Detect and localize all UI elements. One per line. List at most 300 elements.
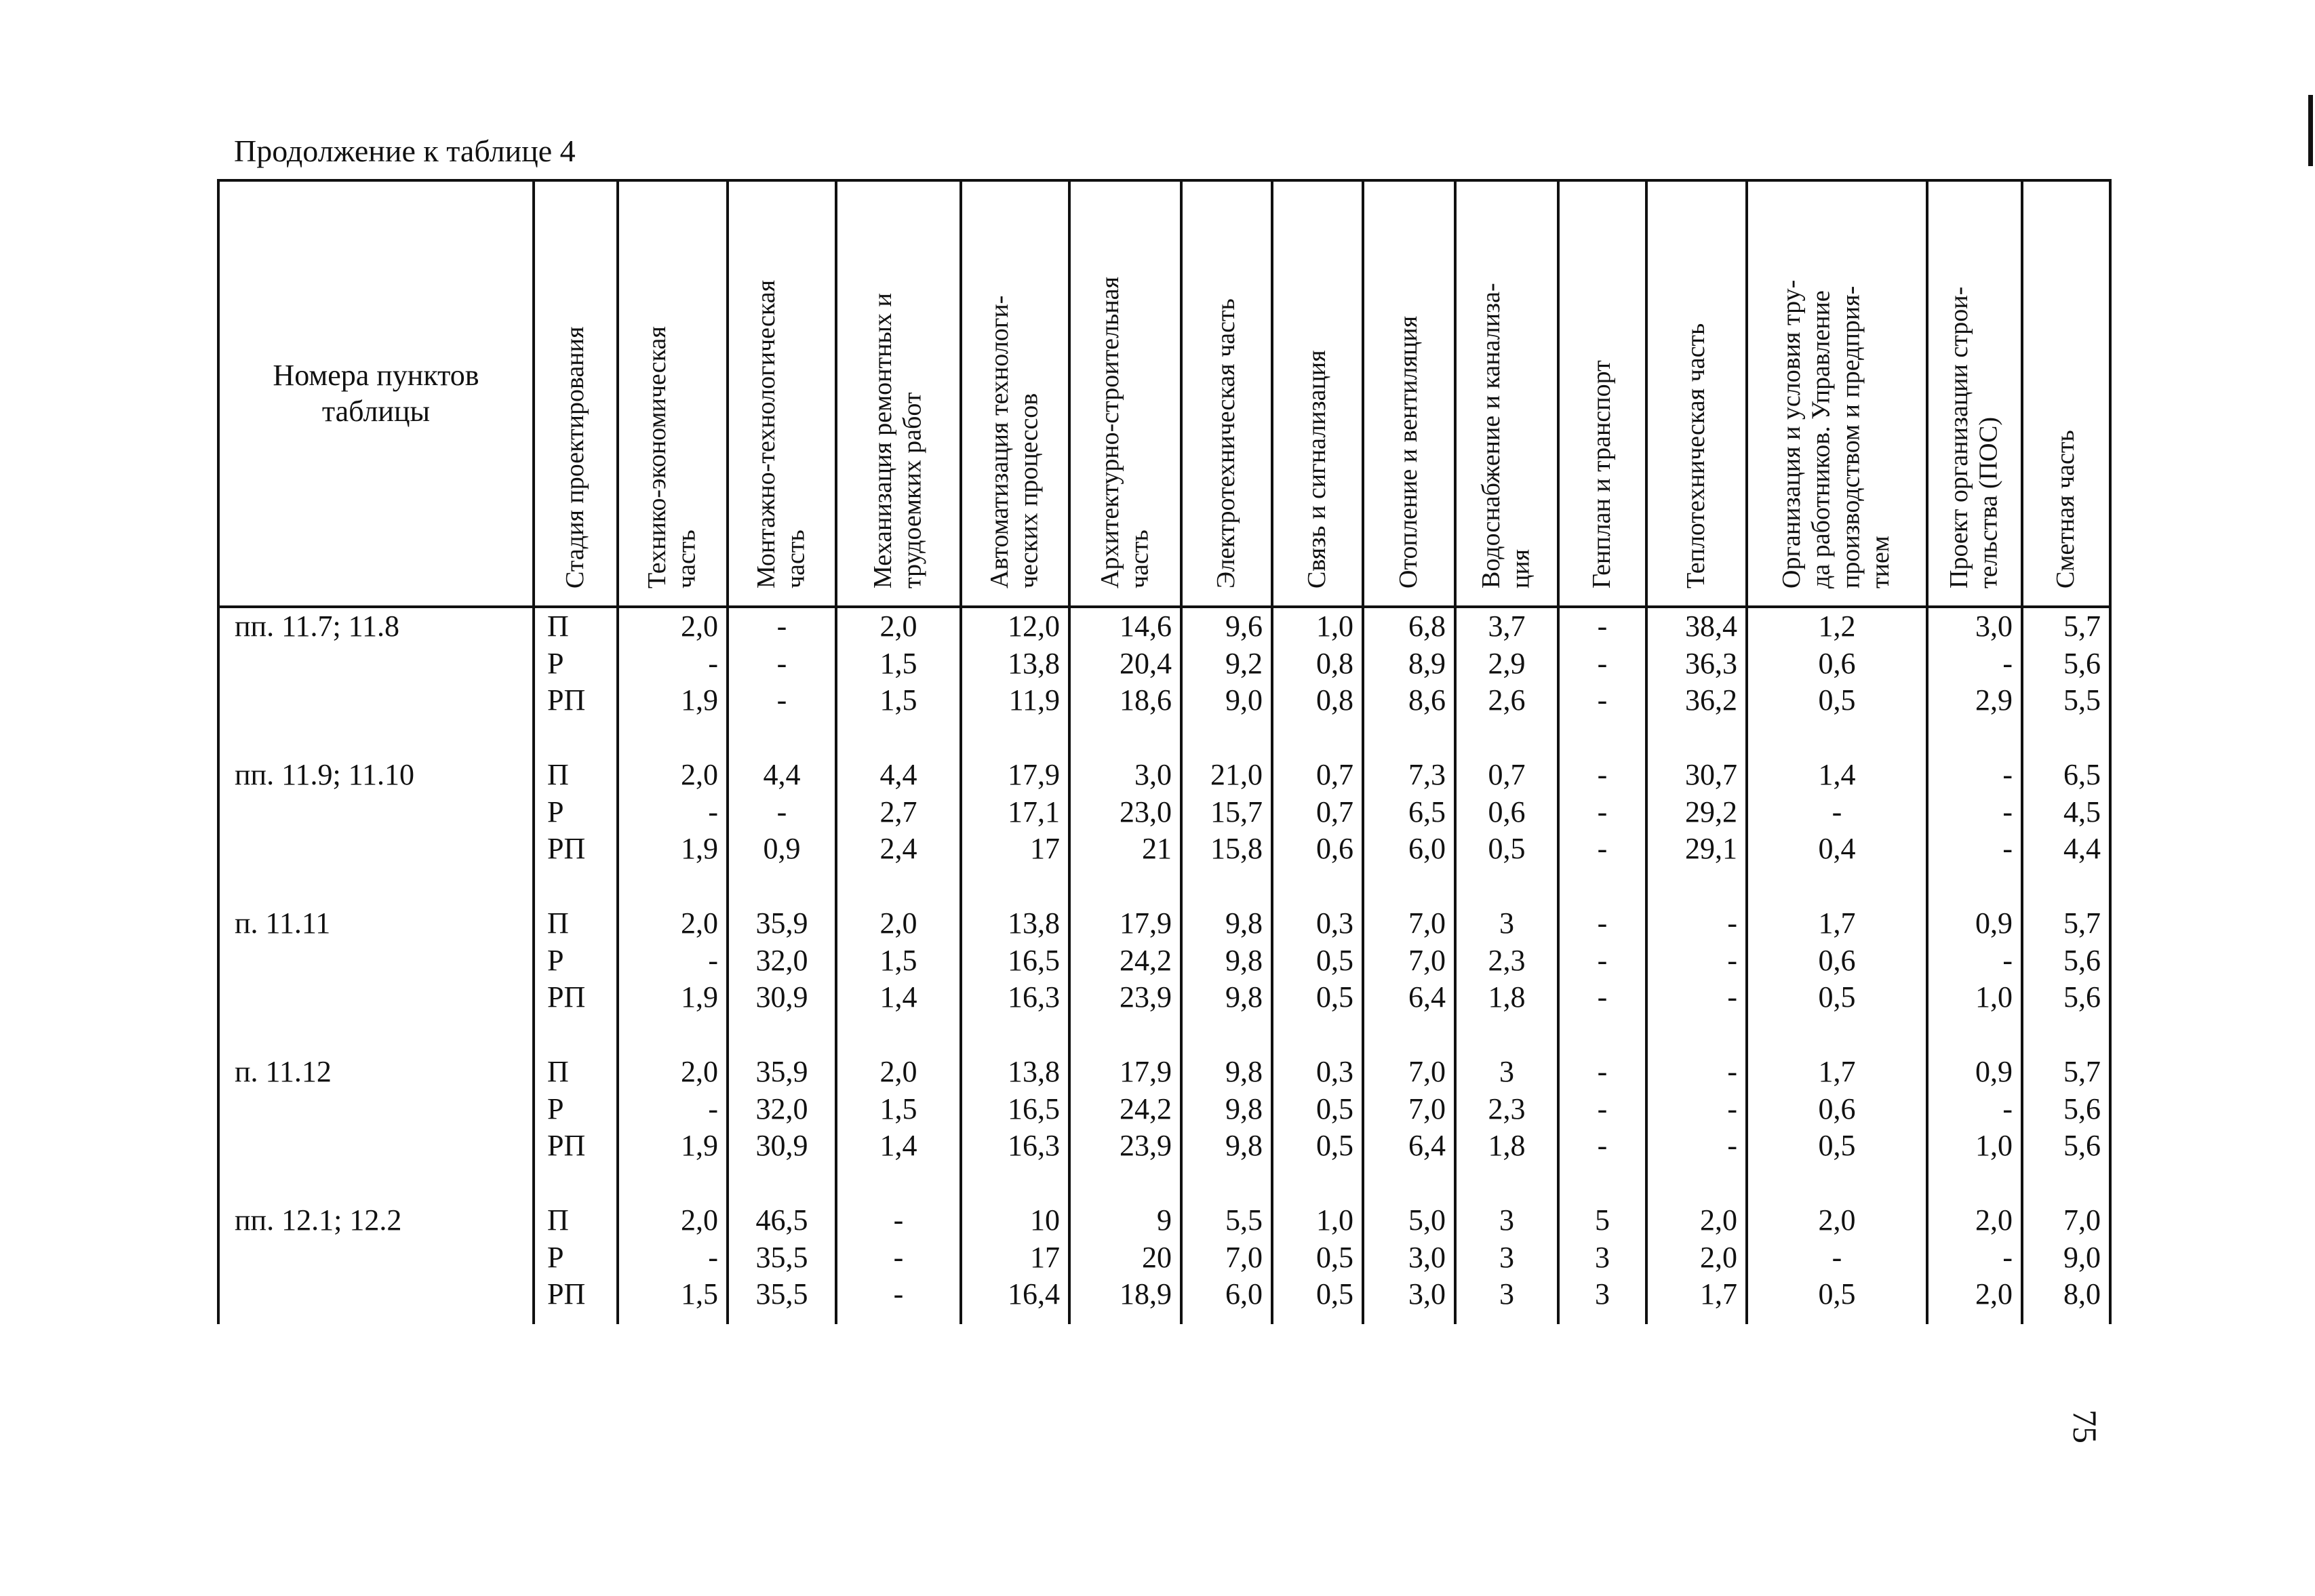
cell-value: - <box>1597 906 1608 940</box>
cell-value: 0,5 <box>1488 832 1526 865</box>
cell-pos <box>1927 905 2022 1054</box>
table-row <box>218 757 2110 905</box>
header-line: тием <box>1866 536 1895 588</box>
cell-value: 0,7 <box>1488 758 1526 791</box>
cell-teplo <box>1646 1202 1747 1324</box>
header-item <box>218 180 534 607</box>
cell-value: РП <box>547 1277 586 1311</box>
cell-value: - <box>1597 943 1608 977</box>
table-caption: Продолжение к таблице 4 <box>234 134 576 168</box>
cell-value: 4,4 <box>879 758 917 791</box>
cell-vodo <box>1455 607 1558 757</box>
cell-value: Р <box>547 646 564 680</box>
cell-value: - <box>776 795 787 829</box>
cell-value: 18,6 <box>1120 683 1172 717</box>
cell-value: 6,0 <box>1408 832 1446 865</box>
cell-value: 2,0 <box>1700 1203 1737 1237</box>
cell-automat <box>961 1054 1069 1202</box>
cell-value: 3,0 <box>1408 1277 1446 1311</box>
cell-value: 16,3 <box>1008 1129 1060 1162</box>
cell-value: 5,7 <box>2063 610 2101 643</box>
cell-montage <box>728 1054 836 1202</box>
cell-stage <box>534 757 618 905</box>
header-line: Архитектурно-строительная <box>1095 276 1124 588</box>
cell-value: 16,5 <box>1008 1092 1060 1125</box>
cell-value: РП <box>547 683 586 717</box>
header-line: Автоматизация технологи- <box>985 295 1014 588</box>
cell-value: 9,8 <box>1225 1055 1263 1088</box>
cell-value: П <box>547 758 569 791</box>
cell-value: 3,0 <box>1408 1240 1446 1274</box>
cell-value: 1,5 <box>879 1092 917 1125</box>
cell-smeta <box>2022 905 2110 1054</box>
cell-value: - <box>2002 795 2013 829</box>
cell-value: Р <box>547 1092 564 1125</box>
header-line: Теплотехническая часть <box>1682 323 1710 588</box>
cell-value: 17,9 <box>1008 758 1060 791</box>
cell-value: 0,6 <box>1818 646 1856 680</box>
cell-value: 0,6 <box>1818 1092 1856 1125</box>
cell-value: 0,5 <box>1818 980 1856 1014</box>
header-label <box>561 188 591 588</box>
cell-mechan <box>836 607 961 757</box>
cell-value: 0,8 <box>1316 683 1353 717</box>
cell-value: 1,8 <box>1488 980 1526 1014</box>
cell-value: - <box>1727 943 1737 977</box>
cell-value: П <box>547 610 569 643</box>
cell-value: 32,0 <box>755 1092 808 1125</box>
cell-value: 3 <box>1499 1055 1514 1088</box>
header-row <box>218 180 2110 607</box>
cell-pos <box>1927 1202 2022 1324</box>
cell-value: 3 <box>1499 1203 1514 1237</box>
cell-automat <box>961 757 1069 905</box>
cell-value: 13,8 <box>1008 1055 1060 1088</box>
cell-arch <box>1069 1202 1181 1324</box>
cell-value: - <box>776 683 787 717</box>
cell-value: П <box>547 1203 569 1237</box>
cell-value: 3 <box>1595 1240 1610 1274</box>
header-line: ция <box>1506 548 1535 588</box>
header-line: Технико-экономическая <box>643 326 671 588</box>
cell-value: 0,5 <box>1316 1240 1353 1274</box>
cell-value: 38,4 <box>1685 610 1737 643</box>
table-row <box>218 1054 2110 1202</box>
cell-value: - <box>1597 1129 1608 1162</box>
cell-value: 1,9 <box>681 1129 718 1162</box>
cell-value: - <box>1597 832 1608 865</box>
cell-electro <box>1181 1054 1272 1202</box>
cell-vodo <box>1455 1054 1558 1202</box>
cell-value: 5 <box>1595 1203 1610 1237</box>
header-otopl <box>1363 180 1455 607</box>
cell-value: 1,2 <box>1818 610 1856 643</box>
cell-value: 1,4 <box>1818 758 1856 791</box>
cell-value: - <box>708 795 718 829</box>
header-line: производством и предприя- <box>1836 285 1865 588</box>
cell-value: - <box>1597 646 1608 680</box>
cell-value: - <box>2002 758 2013 791</box>
cell-value: 9,0 <box>1225 683 1263 717</box>
header-line: Генплан и транспорт <box>1587 360 1616 588</box>
cell-teplo <box>1646 757 1747 905</box>
cell-value: 11,9 <box>1008 683 1060 717</box>
cell-value: 16,3 <box>1008 980 1060 1014</box>
cell-value: 0,8 <box>1316 646 1353 680</box>
cell-value: 2,9 <box>1488 646 1526 680</box>
cell-value: П <box>547 1055 569 1088</box>
cell-montage <box>728 757 836 905</box>
header-label <box>1303 188 1332 588</box>
cell-item <box>218 1054 534 1202</box>
cell-teplo <box>1646 905 1747 1054</box>
cell-value: 9,6 <box>1225 610 1263 643</box>
cell-value: 9,8 <box>1225 980 1263 1014</box>
header-line: ческих процессов <box>1014 393 1044 588</box>
cell-item <box>218 607 534 757</box>
cell-electro <box>1181 1202 1272 1324</box>
cell-value: - <box>893 1240 904 1274</box>
cell-mechan <box>836 1054 961 1202</box>
header-organiz <box>1747 180 1927 607</box>
cell-value: 0,5 <box>1316 1092 1353 1125</box>
cell-montage <box>728 905 836 1054</box>
cell-stage <box>534 1202 618 1324</box>
table-row <box>218 1202 2110 1324</box>
cell-value: 14,6 <box>1120 610 1172 643</box>
cell-electro <box>1181 905 1272 1054</box>
cell-genplan <box>1558 607 1646 757</box>
cell-value: - <box>2002 1240 2013 1274</box>
cell-value: 5,6 <box>2063 646 2101 680</box>
cell-value: 2,0 <box>1975 1203 2013 1237</box>
cell-value: 0,3 <box>1316 1055 1353 1088</box>
cell-value: 5,5 <box>2063 683 2101 717</box>
cell-value: 3 <box>1499 906 1514 940</box>
cell-value: 7,0 <box>1408 1092 1446 1125</box>
header-line: Номера пунктов <box>273 358 479 392</box>
cell-value: - <box>2002 832 2013 865</box>
cell-smeta <box>2022 1202 2110 1324</box>
cell-smeta <box>2022 757 2110 905</box>
cell-value: - <box>1597 610 1608 643</box>
cell-value: - <box>1832 1240 1842 1274</box>
cell-value: 7,0 <box>2063 1203 2101 1237</box>
cell-smeta <box>2022 607 2110 757</box>
cell-value: 2,6 <box>1488 683 1526 717</box>
table-row <box>218 905 2110 1054</box>
cell-value: - <box>893 1203 904 1237</box>
cell-otopl <box>1363 757 1455 905</box>
item-label: п. 11.11 <box>235 906 331 940</box>
cell-value: - <box>893 1277 904 1311</box>
cell-otopl <box>1363 905 1455 1054</box>
cell-stage <box>534 905 618 1054</box>
cell-value: - <box>1727 1055 1737 1088</box>
cell-value: 5,0 <box>1408 1203 1446 1237</box>
item-label: пп. 12.1; 12.2 <box>235 1203 402 1237</box>
cell-value: 0,7 <box>1316 758 1353 791</box>
cell-genplan <box>1558 1054 1646 1202</box>
header-label <box>1682 188 1711 588</box>
header-line: Монтажно-технологическая <box>752 279 780 588</box>
page-number: 75 <box>2066 1410 2104 1443</box>
header-mechan <box>836 180 961 607</box>
cell-value: - <box>1832 795 1842 829</box>
header-label <box>1777 188 1896 588</box>
header-line: Отопление и вентиляция <box>1394 315 1423 588</box>
cell-value: 15,8 <box>1210 832 1263 865</box>
cell-value: 5,5 <box>1225 1203 1263 1237</box>
cell-vodo <box>1455 905 1558 1054</box>
cell-value: 0,9 <box>1975 1055 2013 1088</box>
cell-tech_econ <box>618 905 728 1054</box>
cell-value: 6,0 <box>1225 1277 1263 1311</box>
cell-value: 16,4 <box>1008 1277 1060 1311</box>
header-line: Сметная часть <box>2051 430 2080 588</box>
cell-value: 0,6 <box>1818 943 1856 977</box>
cell-value: 2,0 <box>1818 1203 1856 1237</box>
cell-otopl <box>1363 607 1455 757</box>
cell-value: 2,0 <box>681 1055 718 1088</box>
cell-value: 1,5 <box>681 1277 718 1311</box>
item-label: пп. 11.7; 11.8 <box>235 610 400 643</box>
cell-pos <box>1927 607 2022 757</box>
cell-value: - <box>708 1240 718 1274</box>
header-teplo <box>1646 180 1747 607</box>
cell-arch <box>1069 607 1181 757</box>
cell-value: 7,0 <box>1408 943 1446 977</box>
cell-value: 0,6 <box>1488 795 1526 829</box>
header-label <box>869 188 928 588</box>
cell-value: 0,9 <box>763 832 801 865</box>
cell-value: 29,1 <box>1685 832 1737 865</box>
cell-value: 6,4 <box>1408 980 1446 1014</box>
cell-svyaz <box>1272 757 1363 905</box>
cell-value: 0,5 <box>1316 1277 1353 1311</box>
cell-value: 2,0 <box>681 1203 718 1237</box>
data-table <box>217 179 2112 1324</box>
header-line: да работников. Управление <box>1806 290 1836 588</box>
cell-montage <box>728 1202 836 1324</box>
header-pos <box>1927 180 2022 607</box>
cell-electro <box>1181 607 1272 757</box>
cell-item <box>218 1202 534 1324</box>
cell-value: 4,4 <box>2063 832 2101 865</box>
cell-value: - <box>1597 758 1608 791</box>
cell-value: 7,3 <box>1408 758 1446 791</box>
header-label <box>1587 188 1617 588</box>
cell-value: 2,0 <box>879 1055 917 1088</box>
cell-value: 9,2 <box>1225 646 1263 680</box>
cell-value: 5,6 <box>2063 943 2101 977</box>
cell-value: 9,8 <box>1225 1092 1263 1125</box>
cell-value: 5,7 <box>2063 906 2101 940</box>
cell-item <box>218 905 534 1054</box>
cell-value: 5,7 <box>2063 1055 2101 1088</box>
cell-value: 2,9 <box>1975 683 2013 717</box>
cell-value: - <box>1727 1129 1737 1162</box>
cell-teplo <box>1646 1054 1747 1202</box>
header-automat <box>961 180 1069 607</box>
cell-value: - <box>1597 1092 1608 1125</box>
cell-value: 9 <box>1157 1203 1172 1237</box>
cell-value: П <box>547 906 569 940</box>
cell-otopl <box>1363 1054 1455 1202</box>
cell-value: 5,6 <box>2063 1092 2101 1125</box>
cell-value: 5,6 <box>2063 980 2101 1014</box>
cell-value: 0,5 <box>1818 683 1856 717</box>
cell-value: 8,6 <box>1408 683 1446 717</box>
cell-mechan <box>836 1202 961 1324</box>
cell-value: 3,0 <box>1975 610 2013 643</box>
cell-value: - <box>1727 906 1737 940</box>
cell-value: - <box>776 646 787 680</box>
cell-value: 2,0 <box>879 610 917 643</box>
cell-value: 1,9 <box>681 832 718 865</box>
cell-otopl <box>1363 1202 1455 1324</box>
header-label <box>2051 188 2081 588</box>
header-label <box>1394 188 1424 588</box>
header-tech_econ <box>618 180 728 607</box>
cell-genplan <box>1558 905 1646 1054</box>
header-montage <box>728 180 836 607</box>
cell-value: 9,8 <box>1225 906 1263 940</box>
cell-value: 21,0 <box>1210 758 1263 791</box>
cell-value: 0,5 <box>1818 1129 1856 1162</box>
cell-value: 3 <box>1499 1240 1514 1274</box>
cell-automat <box>961 607 1069 757</box>
cell-montage <box>728 607 836 757</box>
cell-value: 32,0 <box>755 943 808 977</box>
cell-value: 29,2 <box>1685 795 1737 829</box>
cell-value: 35,5 <box>755 1240 808 1274</box>
cell-stage <box>534 607 618 757</box>
cell-value: 3 <box>1595 1277 1610 1311</box>
cell-value: Р <box>547 1240 564 1274</box>
cell-genplan <box>1558 757 1646 905</box>
cell-value: 0,3 <box>1316 906 1353 940</box>
cell-value: 23,9 <box>1120 980 1172 1014</box>
cell-value: 1,0 <box>1316 610 1353 643</box>
cell-value: 17 <box>1030 832 1060 865</box>
cell-value: 6,4 <box>1408 1129 1446 1162</box>
header-label <box>1477 188 1536 588</box>
header-label <box>1945 188 2004 588</box>
cell-value: 9,0 <box>2063 1240 2101 1274</box>
header-label <box>1212 188 1242 588</box>
cell-arch <box>1069 757 1181 905</box>
cell-value: 1,8 <box>1488 1129 1526 1162</box>
cell-svyaz <box>1272 1054 1363 1202</box>
cell-arch <box>1069 1054 1181 1202</box>
header-svyaz <box>1272 180 1363 607</box>
cell-value: 46,5 <box>755 1203 808 1237</box>
cell-value: 2,0 <box>681 610 718 643</box>
cell-value: 6,8 <box>1408 610 1446 643</box>
cell-pos <box>1927 1054 2022 1202</box>
cell-value: 2,0 <box>1700 1240 1737 1274</box>
cell-automat <box>961 905 1069 1054</box>
cell-electro <box>1181 757 1272 905</box>
cell-arch <box>1069 905 1181 1054</box>
cell-value: 6,5 <box>1408 795 1446 829</box>
cell-value: 1,7 <box>1818 1055 1856 1088</box>
header-line: трудоемких работ <box>898 392 927 588</box>
cell-mechan <box>836 905 961 1054</box>
cell-value: 35,9 <box>755 1055 808 1088</box>
cell-organiz <box>1747 757 1927 905</box>
cell-value: 12,0 <box>1008 610 1060 643</box>
cell-organiz <box>1747 607 1927 757</box>
cell-value: 30,9 <box>755 1129 808 1162</box>
header-line: Связь и сигнализация <box>1303 350 1331 588</box>
cell-value: - <box>2002 1092 2013 1125</box>
cell-vodo <box>1455 1202 1558 1324</box>
cell-value: Р <box>547 943 564 977</box>
cell-value: 1,5 <box>879 683 917 717</box>
cell-value: 0,5 <box>1316 943 1353 977</box>
header-smeta <box>2022 180 2110 607</box>
cell-value: 6,5 <box>2063 758 2101 791</box>
table-row <box>218 607 2110 757</box>
cell-value: 20,4 <box>1120 646 1172 680</box>
cell-value: 0,5 <box>1818 1277 1856 1311</box>
cell-value: - <box>1597 795 1608 829</box>
cell-value: 0,4 <box>1818 832 1856 865</box>
cell-value: 20 <box>1142 1240 1172 1274</box>
cell-value: Р <box>547 795 564 829</box>
header-line: Водоснабжение и канализа- <box>1477 283 1505 588</box>
cell-value: 7,0 <box>1408 906 1446 940</box>
cell-mechan <box>836 757 961 905</box>
header-line: Электротехническая часть <box>1212 298 1240 588</box>
cell-pos <box>1927 757 2022 905</box>
cell-value: 3,0 <box>1134 758 1172 791</box>
cell-item <box>218 757 534 905</box>
cell-tech_econ <box>618 607 728 757</box>
cell-genplan <box>1558 1202 1646 1324</box>
cell-value: 2,3 <box>1488 943 1526 977</box>
cell-value: 24,2 <box>1120 943 1172 977</box>
header-vodo <box>1455 180 1558 607</box>
header-line: Проект организации строи- <box>1945 286 1973 588</box>
cell-value: 8,0 <box>2063 1277 2101 1311</box>
cell-value: 2,0 <box>1975 1277 2013 1311</box>
cell-value: 1,7 <box>1700 1277 1737 1311</box>
header-line: часть <box>672 530 701 588</box>
cell-value: 1,4 <box>879 1129 917 1162</box>
cell-teplo <box>1646 607 1747 757</box>
cell-value: 4,5 <box>2063 795 2101 829</box>
cell-value: 1,0 <box>1975 980 2013 1014</box>
cell-value: 2,0 <box>879 906 917 940</box>
cell-value: 17,9 <box>1120 906 1172 940</box>
cell-value: 3,7 <box>1488 610 1526 643</box>
cell-organiz <box>1747 1202 1927 1324</box>
cell-svyaz <box>1272 1202 1363 1324</box>
cell-value: - <box>1727 980 1737 1014</box>
cell-value: - <box>1597 1055 1608 1088</box>
header-line: Организация и условия тру- <box>1777 279 1806 588</box>
cell-value: 1,5 <box>879 943 917 977</box>
cell-value: 1,0 <box>1975 1129 2013 1162</box>
cell-value: РП <box>547 832 586 865</box>
cell-value: 0,5 <box>1316 1129 1353 1162</box>
cell-organiz <box>1747 1054 1927 1202</box>
cell-value: 9,8 <box>1225 1129 1263 1162</box>
cell-value: 17,1 <box>1008 795 1060 829</box>
